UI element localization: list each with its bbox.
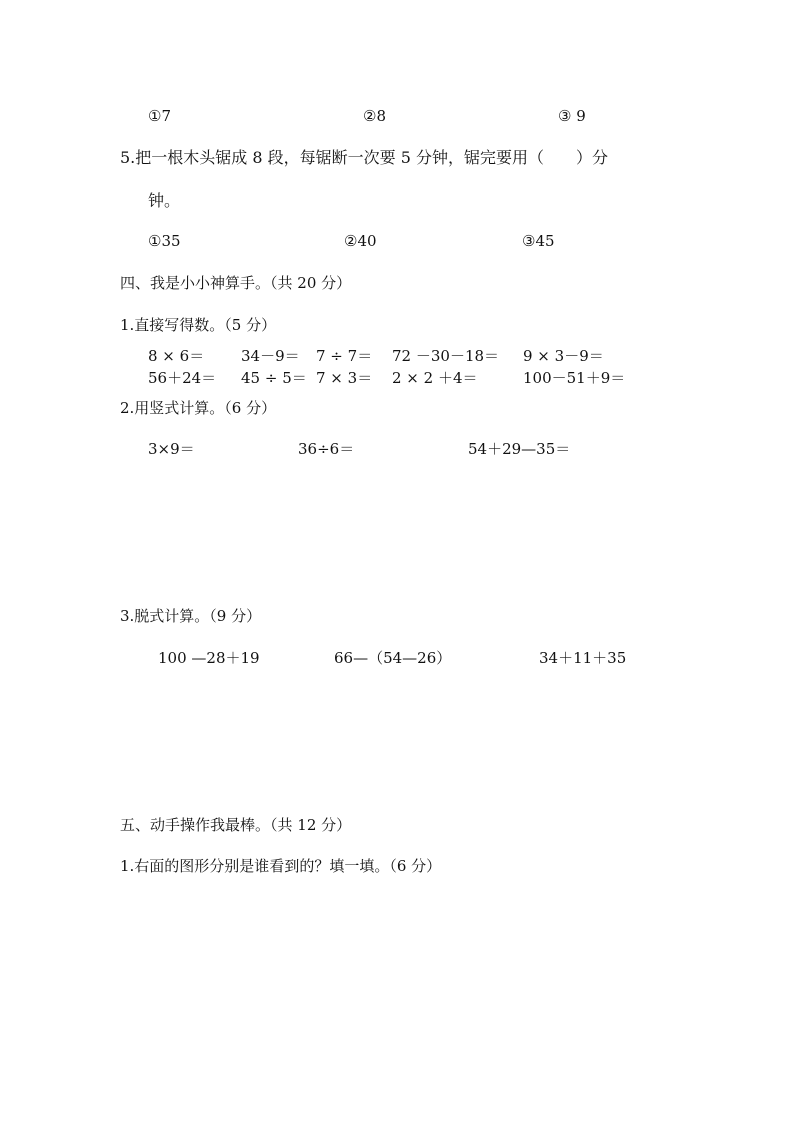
stepwise-calc-2: 66—（54—26） <box>334 649 452 667</box>
section4-part1-title: 1.直接写得数。（5 分） <box>120 316 277 334</box>
q5-question-line2: 钟。 <box>148 191 181 210</box>
vertical-calc-1: 3×9＝ <box>148 440 195 458</box>
vertical-calc-3: 54＋29—35＝ <box>468 440 571 458</box>
calc-r2-4: 2 × 2 ＋4＝ <box>392 369 478 387</box>
calc-r1-5: 9 × 3－9＝ <box>523 347 604 365</box>
vertical-calc-2: 36÷6＝ <box>298 440 355 458</box>
calc-r2-2: 45 ÷ 5＝ <box>241 369 307 387</box>
calc-r2-1: 56＋24＝ <box>148 369 217 387</box>
calc-r1-3: 7 ÷ 7＝ <box>316 347 373 365</box>
q5-option-1: ①35 <box>148 232 181 250</box>
calc-r2-5: 100－51＋9＝ <box>523 369 626 387</box>
stepwise-calc-3: 34＋11＋35 <box>539 649 627 667</box>
section5-title: 五、动手操作我最棒。（共 12 分） <box>120 816 352 834</box>
calc-r1-4: 72 －30－18＝ <box>392 347 500 365</box>
q4-option-1: ①7 <box>148 107 171 125</box>
calc-r1-1: 8 × 6＝ <box>148 347 205 365</box>
stepwise-calc-1: 100 —28＋19 <box>158 649 260 667</box>
q5-option-3: ③45 <box>522 232 555 250</box>
calc-r1-2: 34－9＝ <box>241 347 300 365</box>
calc-r2-3: 7 × 3＝ <box>316 369 373 387</box>
q5-option-2: ②40 <box>344 232 377 250</box>
section4-part3-title: 3.脱式计算。（9 分） <box>120 607 262 625</box>
section5-part1-title: 1.右面的图形分别是谁看到的？填一填。（6 分） <box>120 857 442 875</box>
section4-title: 四、我是小小神算手。（共 20 分） <box>120 274 352 292</box>
q4-option-2: ②8 <box>363 107 386 125</box>
q5-question-line1: 5.把一根木头锯成 8 段，每锯断一次要 5 分钟，锯完要用（ ）分 <box>120 148 608 167</box>
section4-part2-title: 2.用竖式计算。（6 分） <box>120 399 277 417</box>
q4-option-3: ③ 9 <box>558 107 586 125</box>
